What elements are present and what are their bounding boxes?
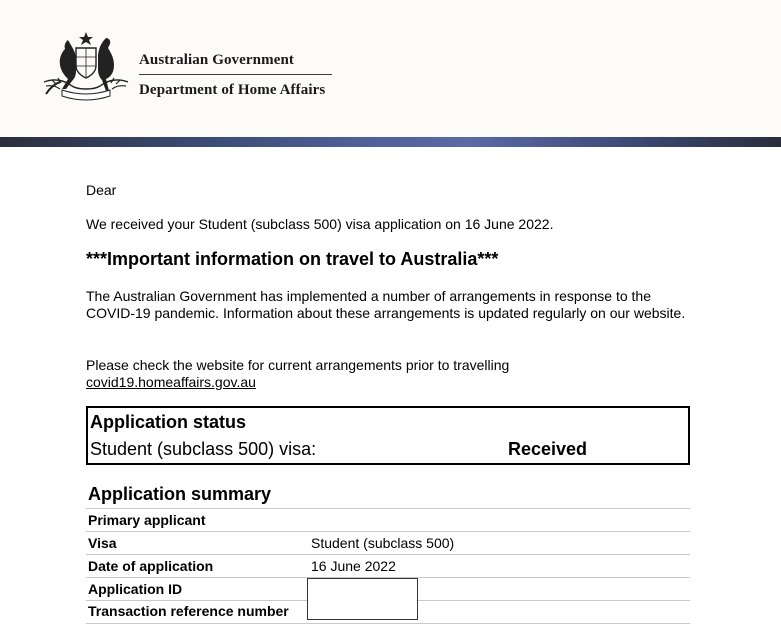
summary-divider: [86, 531, 690, 532]
letterhead-divider: [139, 74, 332, 75]
received-line: We received your Student (subclass 500) visa application on 16 June 2022.: [86, 216, 554, 232]
summary-title: Application summary: [88, 484, 272, 504]
summary-row-label: Primary applicant: [88, 512, 206, 528]
important-heading: ***Important information on travel to Australia***: [86, 249, 499, 269]
check-line: Please check the website for current arrangements prior to travelling: [86, 357, 510, 373]
summary-row-value: Student (subclass 500): [311, 535, 455, 551]
letterhead: [0, 0, 781, 137]
coat-of-arms-logo: [38, 30, 134, 102]
application-status-box: [86, 406, 690, 465]
department-name: Department of Home Affairs: [139, 82, 326, 98]
summary-row-label: Visa: [88, 535, 117, 551]
summary-row-label: Date of application: [88, 558, 214, 574]
government-name: Australian Government: [139, 52, 295, 68]
status-title: Application status: [90, 412, 247, 432]
header-banner: [0, 137, 781, 147]
summary-row-value: 16 June 2022: [311, 558, 396, 574]
summary-divider: [86, 623, 690, 624]
summary-row-label: Application ID: [88, 581, 183, 597]
summary-row-label: Transaction reference number: [88, 603, 289, 619]
summary-divider: [86, 554, 690, 555]
covid-website-link[interactable]: covid19.homeaffairs.gov.au: [86, 374, 256, 390]
status-label: Student (subclass 500) visa:: [90, 439, 317, 459]
summary-divider: [86, 508, 690, 509]
covid-paragraph: The Australian Government has implemented a number of arrangements in response to the COVID-19 pandemic. Information about these arrangements is updated regularly on our website.: [86, 288, 686, 321]
status-value: Received: [508, 439, 588, 459]
redacted-field-box: [307, 578, 418, 620]
salutation: Dear: [86, 182, 117, 198]
